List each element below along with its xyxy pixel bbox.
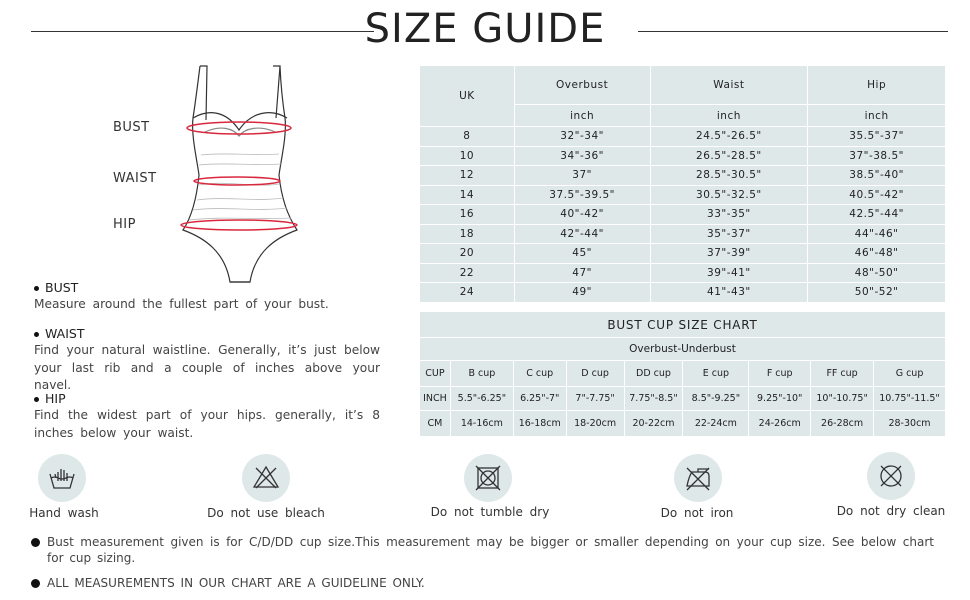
table-cell: 48"-50" (808, 263, 946, 283)
table-cell: 35.5"-37" (808, 127, 946, 147)
page-title: SIZE GUIDE (364, 6, 606, 52)
table-cell: 7.75"-8.5" (624, 387, 683, 411)
table-cell: 50"-52" (808, 283, 946, 303)
table-cell: 10.75"-11.5" (874, 387, 946, 411)
note-text: Bust measurement given is for C/D/DD cup size.This measurement may be bigger or smaller depending on your cup size. See below chart for cup sizing. (47, 535, 934, 565)
table-cell: 22 (420, 263, 515, 283)
measure-waist-desc: Find your natural waistline. Generally, it’s just below your last rib and a couple of inches above your navel. (34, 343, 380, 392)
table-cell: 40"-42" (514, 205, 650, 225)
note-text: ALL MEASUREMENTS IN OUR CHART ARE A GUIDELINE ONLY. (47, 576, 425, 590)
care-label-no-bleach: Do not use bleach (207, 506, 325, 520)
table-cell: 18 (420, 224, 515, 244)
table-cell: F cup (749, 361, 811, 387)
table-cell: 16-18cm (513, 411, 566, 437)
table-cell: 12 (420, 166, 515, 186)
table-row (420, 205, 946, 225)
size-col-waist: Waist (650, 66, 808, 105)
size-col-hip: Hip (808, 66, 946, 105)
table-cell: 8.5"-9.25" (683, 387, 749, 411)
table-cell: C cup (513, 361, 566, 387)
table-cell: 46"-48" (808, 244, 946, 264)
measure-bust-desc: Measure around the fullest part of your bust. (34, 297, 329, 311)
table-cell: DD cup (624, 361, 683, 387)
table-cell: 5.5"-6.25" (450, 387, 513, 411)
table-cell: E cup (683, 361, 749, 387)
care-label-no-iron: Do not iron (660, 506, 734, 520)
table-cell: B cup (450, 361, 513, 387)
table-cell: 9.25"-10" (749, 387, 811, 411)
table-cell: 35"-37" (650, 224, 808, 244)
table-cell: 34"-36" (514, 146, 650, 166)
table-cell: 37"-39" (650, 244, 808, 264)
table-cell: 39"-41" (650, 263, 808, 283)
measure-bust-section (34, 280, 380, 314)
table-cell: CM (420, 411, 451, 437)
table-cell: 24.5"-26.5" (650, 127, 808, 147)
measure-waist-heading (34, 326, 380, 341)
table-row (420, 185, 946, 205)
table-cell: 10 (420, 146, 515, 166)
table-cell: 37"-38.5" (808, 146, 946, 166)
table-cell: 37.5"-39.5" (514, 185, 650, 205)
table-cell: 6.25"-7" (513, 387, 566, 411)
note-bust-measurement (47, 534, 934, 566)
table-row (420, 411, 946, 437)
table-cell: INCH (420, 387, 451, 411)
table-cell: 47" (514, 263, 650, 283)
care-label-no-tumble-dry: Do not tumble dry (430, 505, 550, 519)
swimsuit-figure (175, 60, 305, 288)
table-cell: 20-22cm (624, 411, 683, 437)
cup-chart-subtitle: Overbust-Underbust (420, 338, 946, 361)
no-tumble-dry-icon (464, 454, 512, 502)
measure-waist-section (34, 326, 380, 395)
care-label-no-dry-clean: Do not dry clean (836, 504, 946, 518)
note-guideline (47, 575, 934, 591)
measure-hip-desc: Find the widest part of your hips. generally, it’s 8 inches below your waist. (34, 408, 380, 440)
table-cell: 10"-10.75" (811, 387, 874, 411)
table-cell: 8 (420, 127, 515, 147)
table-cell: 16 (420, 205, 515, 225)
table-cell: FF cup (811, 361, 874, 387)
table-row (420, 166, 946, 186)
table-row (420, 146, 946, 166)
measure-waist-title: WAIST (45, 326, 85, 341)
table-cell: D cup (566, 361, 624, 387)
table-row (420, 224, 946, 244)
table-cell: CUP (420, 361, 451, 387)
care-label-hand-wash: Hand wash (29, 506, 99, 520)
table-cell: 42"-44" (514, 224, 650, 244)
figure-waist-label: WAIST (113, 171, 157, 186)
size-unit: inch (808, 105, 946, 127)
table-cell: 49" (514, 283, 650, 303)
table-cell: 45" (514, 244, 650, 264)
bullet-icon (31, 538, 40, 547)
table-cell: 28-30cm (874, 411, 946, 437)
table-cell: 14 (420, 185, 515, 205)
table-cell: 14-16cm (450, 411, 513, 437)
table-cell: 30.5"-32.5" (650, 185, 808, 205)
table-row (420, 361, 946, 387)
cup-size-chart (419, 311, 946, 437)
measure-bust-heading (34, 280, 380, 295)
no-iron-icon (674, 454, 722, 502)
size-unit: inch (514, 105, 650, 127)
measure-hip-title: HIP (45, 391, 66, 406)
table-cell: 24-26cm (749, 411, 811, 437)
figure-hip-label: HIP (113, 217, 136, 232)
table-cell: 28.5"-30.5" (650, 166, 808, 186)
bullet-icon (34, 397, 39, 402)
table-row (420, 387, 946, 411)
table-cell: 33"-35" (650, 205, 808, 225)
bullet-icon (34, 332, 39, 337)
table-row (420, 127, 946, 147)
no-dry-clean-icon (867, 452, 915, 500)
table-cell: G cup (874, 361, 946, 387)
measure-hip-heading (34, 391, 380, 406)
table-cell: 26-28cm (811, 411, 874, 437)
size-col-overbust: Overbust (514, 66, 650, 105)
measure-hip-section (34, 391, 380, 442)
no-bleach-icon (242, 454, 290, 502)
table-cell: 40.5"-42" (808, 185, 946, 205)
table-cell: 20 (420, 244, 515, 264)
table-cell: 24 (420, 283, 515, 303)
table-cell: 37" (514, 166, 650, 186)
table-row (420, 244, 946, 264)
table-cell: 18-20cm (566, 411, 624, 437)
figure-bust-label: BUST (113, 120, 150, 135)
cup-chart-title: BUST CUP SIZE CHART (420, 312, 946, 338)
hand-wash-icon (38, 454, 86, 502)
table-row (420, 263, 946, 283)
size-col-uk: UK (420, 66, 515, 127)
table-cell: 7"-7.75" (566, 387, 624, 411)
measure-bust-title: BUST (45, 280, 79, 295)
bullet-icon (34, 286, 39, 291)
table-cell: 26.5"-28.5" (650, 146, 808, 166)
size-unit: inch (650, 105, 808, 127)
table-row (420, 283, 946, 303)
size-table (419, 65, 946, 303)
table-cell: 44"-46" (808, 224, 946, 244)
bullet-icon (31, 579, 40, 588)
table-cell: 32"-34" (514, 127, 650, 147)
table-cell: 42.5"-44" (808, 205, 946, 225)
table-cell: 38.5"-40" (808, 166, 946, 186)
table-cell: 22-24cm (683, 411, 749, 437)
table-cell: 41"-43" (650, 283, 808, 303)
